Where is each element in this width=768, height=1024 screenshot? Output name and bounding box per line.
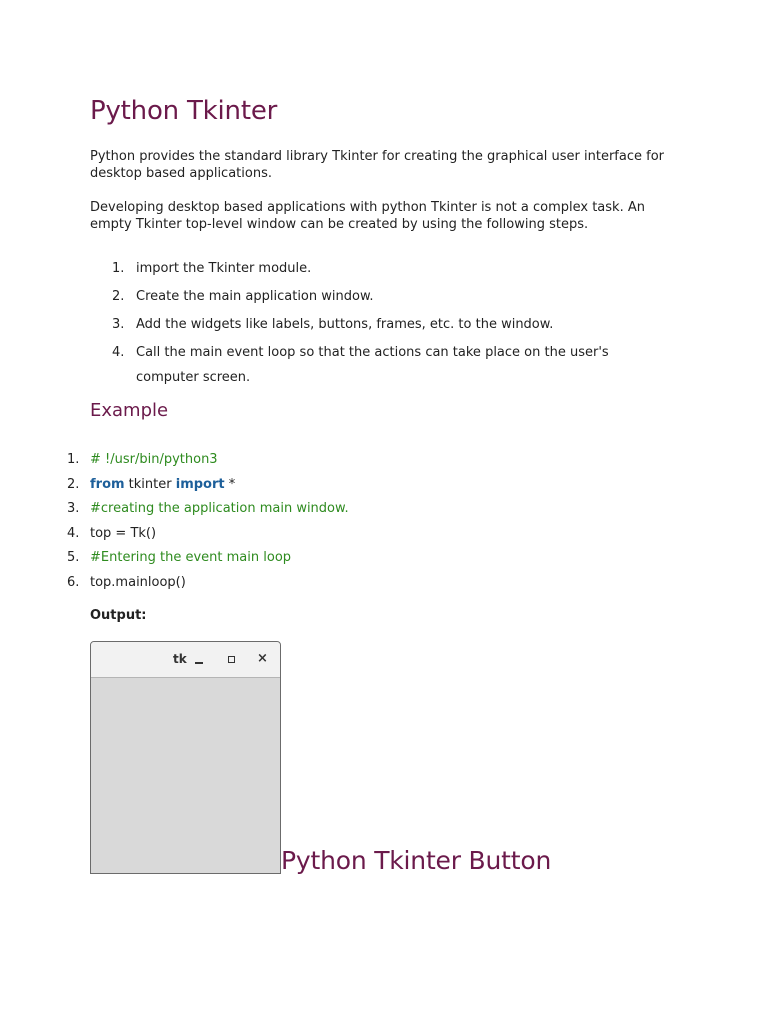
code-line — [0, 522, 700, 547]
step-number: 2. — [112, 289, 125, 304]
code-line — [0, 473, 700, 498]
code-text: tkinter — [124, 476, 176, 492]
step-number: 1. — [112, 261, 125, 276]
maximize-icon — [228, 656, 235, 663]
code-line — [0, 448, 700, 473]
intro-paragraph: Python provides the standard library Tkinter for creating the graphical user interface for desktop based applications. — [90, 149, 665, 181]
next-section-heading: Python Tkinter Button — [281, 846, 552, 875]
page-title: Python Tkinter — [90, 96, 278, 126]
code-keyword: import — [175, 476, 225, 492]
steps-intro-paragraph: Developing desktop based applications with python Tkinter is not a complex task. An empty Tkinter top-level window can be created by using the following steps. — [90, 200, 645, 232]
list-item — [90, 312, 650, 337]
steps-list — [90, 256, 650, 393]
code-line — [0, 546, 700, 571]
step-number: 3. — [112, 317, 125, 332]
code-text: * — [224, 476, 236, 492]
close-icon: × — [257, 651, 268, 666]
list-item — [90, 256, 650, 281]
minimize-icon — [195, 662, 203, 664]
line-number: 1. — [67, 452, 80, 467]
output-label: Output: — [90, 608, 147, 623]
tk-window-screenshot — [90, 641, 281, 874]
example-heading: Example — [90, 400, 169, 421]
tk-window-title: tk — [173, 652, 187, 666]
step-text: Add the widgets like labels, buttons, frames, etc. to the window. — [136, 317, 554, 332]
line-number: 3. — [67, 501, 80, 516]
step-text: import the Tkinter module. — [136, 261, 312, 276]
code-comment: #creating the application main window. — [90, 501, 349, 516]
step-text: Create the main application window. — [136, 289, 374, 304]
line-number: 2. — [67, 476, 80, 492]
step-number: 4. — [112, 345, 125, 360]
step-text: Call the main event loop so that the actions can take place on the user's computer screen. — [136, 345, 609, 385]
line-number: 4. — [67, 525, 80, 541]
list-item — [90, 340, 650, 390]
list-item — [90, 284, 650, 309]
code-block — [0, 448, 700, 595]
code-comment: # !/usr/bin/python3 — [90, 452, 218, 467]
line-number: 6. — [67, 574, 80, 590]
code-line — [0, 571, 700, 596]
code-comment: #Entering the event main loop — [90, 550, 292, 565]
tk-window-titlebar — [91, 642, 280, 678]
code-text: top.mainloop() — [90, 574, 186, 590]
line-number: 5. — [67, 550, 80, 565]
code-line — [0, 497, 700, 522]
code-text: top = Tk() — [90, 525, 157, 541]
code-keyword: from — [90, 476, 125, 492]
